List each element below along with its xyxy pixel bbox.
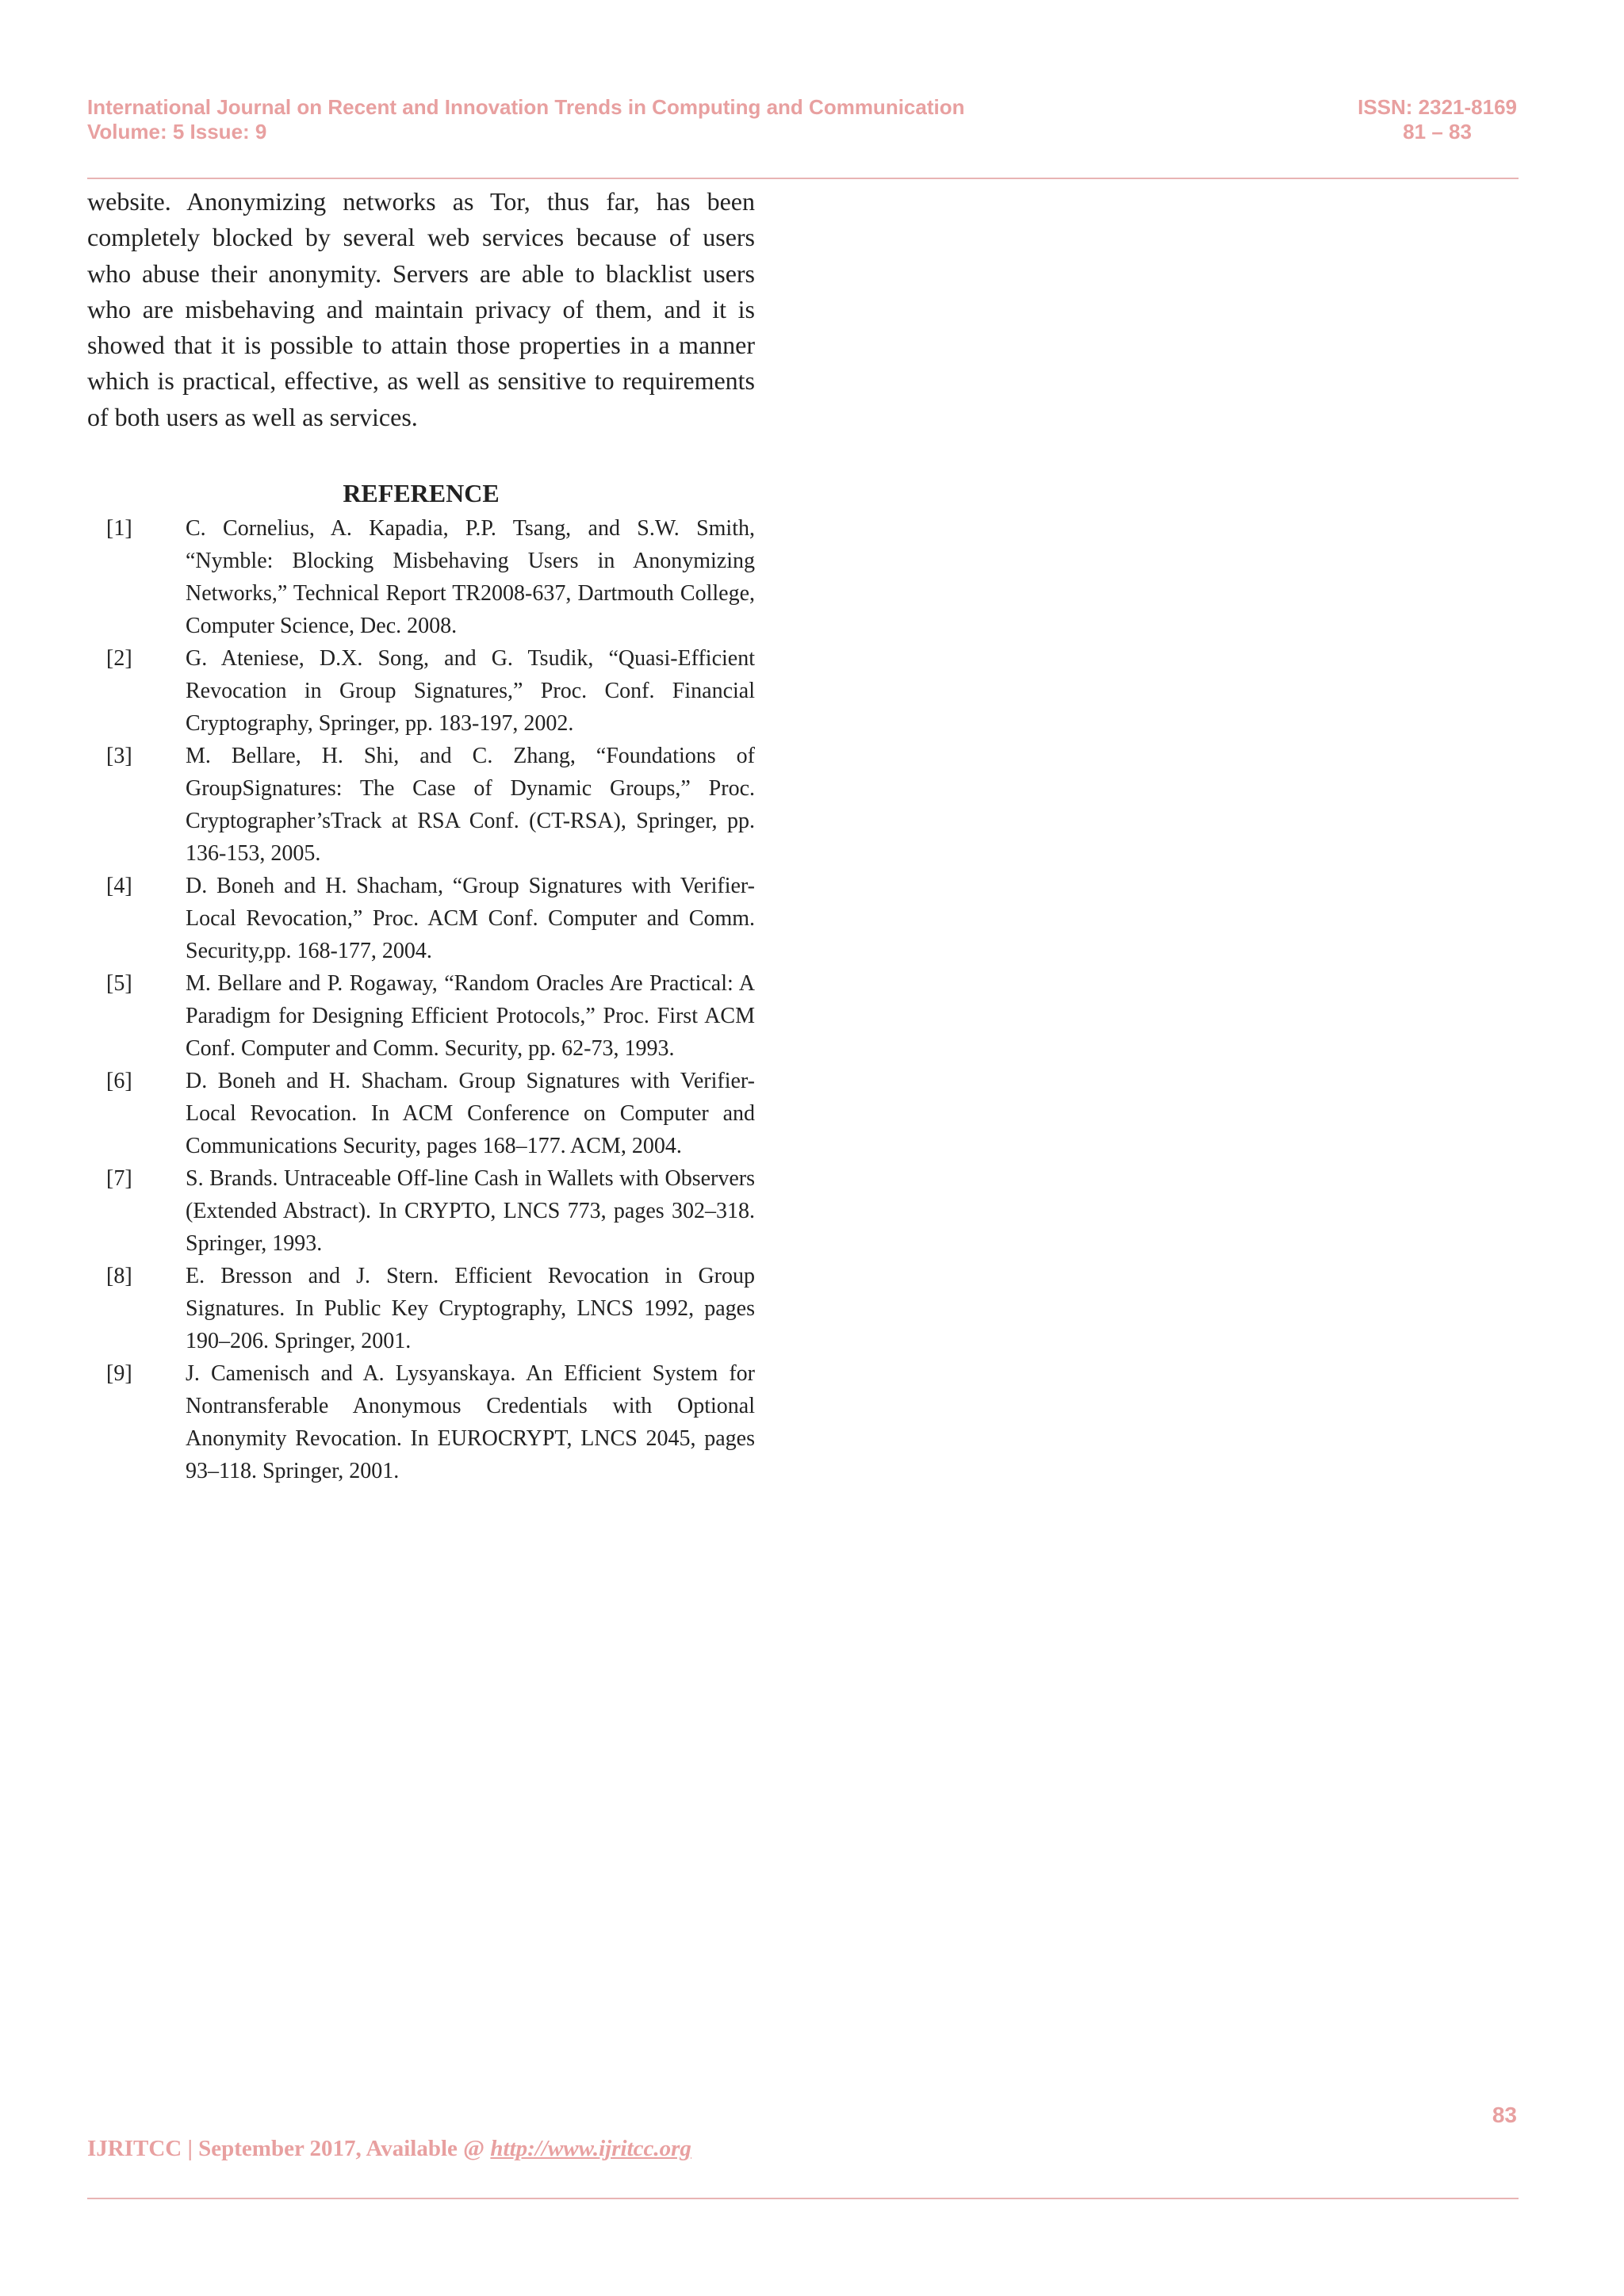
references-heading: REFERENCE <box>343 479 500 507</box>
reference-item <box>87 642 755 740</box>
reference-item <box>87 967 755 1065</box>
reference-item <box>87 740 755 870</box>
reference-text: M. Bellare, H. Shi, and C. Zhang, “Foundations of GroupSignatures: The Case of Dynamic Groups,” Proc. Cryptographer’sTrack at RSA Conf. (CT-RSA), Springer, pp. 136-153, 2005. <box>186 744 755 866</box>
reference-number: [2] <box>106 646 132 671</box>
reference-number: [7] <box>106 1166 132 1191</box>
reference-item <box>87 1260 755 1357</box>
reference-text: J. Camenisch and A. Lysyanskaya. An Efficient System for Nontransferable Anonymous Credentials with Optional Anonymity Revocation. In EUROCRYPT, LNCS 2045, pages 93–118. Springer, 2001. <box>186 1361 755 1483</box>
reference-text: C. Cornelius, A. Kapadia, P.P. Tsang, and S.W. Smith, “Nymble: Blocking Misbehaving Users in Anonymizing Networks,” Technical Report TR2008-637, Dartmouth College, Computer Science, Dec. 2008. <box>186 516 755 638</box>
reference-number: [8] <box>106 1264 132 1288</box>
journal-title: International Journal on Recent and Innovation Trends in Computing and Communication <box>87 95 965 119</box>
reference-number: [1] <box>106 516 132 541</box>
journal-issn: ISSN: 2321-8169 <box>1358 95 1517 119</box>
reference-number: [3] <box>106 744 132 768</box>
reference-item <box>87 1357 755 1487</box>
reference-text: M. Bellare and P. Rogaway, “Random Oracles Are Practical: A Paradigm for Designing Efficient Protocols,” Proc. First ACM Conf. Computer and Comm. Security, pp. 62-73, 1993. <box>186 971 755 1061</box>
journal-volume: Volume: 5 Issue: 9 <box>87 120 267 144</box>
reference-item <box>87 870 755 967</box>
header-rule <box>87 178 1519 179</box>
footer-rule <box>87 2198 1519 2199</box>
reference-number: [4] <box>106 874 132 898</box>
page-footer <box>87 2136 691 2162</box>
page-range: 81 – 83 <box>1403 120 1472 144</box>
reference-text: S. Brands. Untraceable Off-line Cash in Wallets with Observers (Extended Abstract). In CRYPTO, LNCS 773, pages 302–318. Springer, 1993. <box>186 1166 755 1256</box>
reference-number: [9] <box>106 1361 132 1386</box>
reference-text: E. Bresson and J. Stern. Efficient Revocation in Group Signatures. In Public Key Cryptography, LNCS 1992, pages 190–206. Springer, 2001. <box>186 1264 755 1353</box>
journal-link[interactable]: http://www.ijritcc.org <box>490 2136 691 2161</box>
references-list <box>87 512 755 1487</box>
reference-item <box>87 1162 755 1260</box>
reference-item <box>87 512 755 642</box>
reference-text: G. Ateniese, D.X. Song, and G. Tsudik, “Quasi-Efficient Revocation in Group Signatures,” Proc. Conf. Financial Cryptography, Springer, pp. 183-197, 2002. <box>186 646 755 736</box>
body-paragraph: website. Anonymizing networks as Tor, thus far, has been completely blocked by several web services because of users who abuse their anonymity. Servers are able to blacklist users who are misbehaving and maintain privacy of them, and it is showed that it is possible to attain those properties in a manner which is practical, effective, as well as sensitive to requirements of both users as well as services. <box>87 187 755 431</box>
page-number: 83 <box>1492 2103 1517 2127</box>
reference-text: D. Boneh and H. Shacham, “Group Signatures with Verifier-Local Revocation,” Proc. ACM Conf. Computer and Comm. Security,pp. 168-177, 2004. <box>186 874 755 963</box>
reference-text: D. Boneh and H. Shacham. Group Signatures with Verifier-Local Revocation. In ACM Conference on Computer and Communications Security, pages 168–177. ACM, 2004. <box>186 1069 755 1158</box>
footer-text: IJRITCC | September 2017, Available @ <box>87 2136 491 2161</box>
reference-number: [5] <box>106 971 132 996</box>
reference-item <box>87 1065 755 1162</box>
reference-number: [6] <box>106 1069 132 1093</box>
